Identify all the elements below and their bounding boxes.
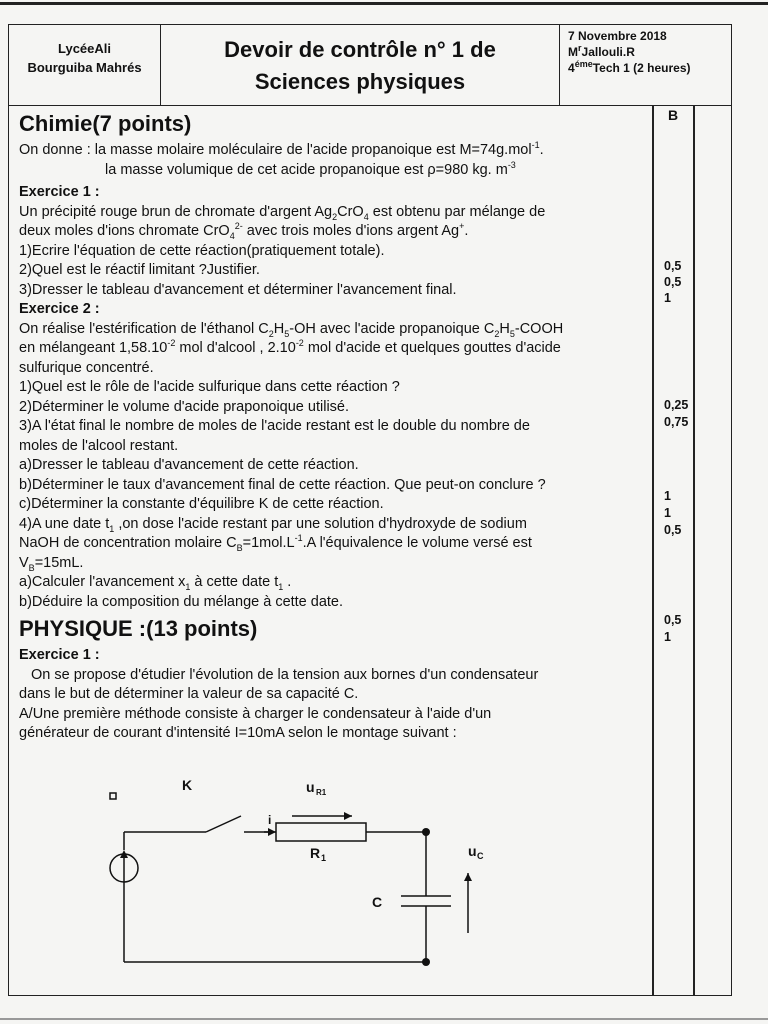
- score-chimie-ex2-q3c: 0,5: [664, 523, 682, 537]
- capacitor-voltage-sub: C: [477, 851, 484, 861]
- score-chimie-ex2-q3b: 1: [664, 506, 671, 520]
- physique-heading: PHYSIQUE :(13 points): [19, 616, 258, 641]
- resistor-voltage-arrowhead: [344, 812, 352, 820]
- capacitor-voltage-label: u: [468, 843, 477, 859]
- bottom-rule: [0, 1018, 768, 1020]
- exam-title-line2: Sciences physiques: [254, 69, 466, 94]
- chimie-ex1-q2: 2)Quel est le réactif limitant ?Justifier.: [19, 262, 260, 278]
- physique-ex1-text1: On se propose d'étudier l'évolution de la tension aux bornes d'un condensateur: [31, 666, 539, 683]
- chimie-ex2-text1: On réalise l'estérification de l'éthanol $C_2H_5-OH$ avec l'acide propanoique $C_2H_5$-COOH: [19, 320, 564, 339]
- school-name: LycéeAli: [58, 41, 111, 56]
- resistor-voltage-sub: R1: [316, 788, 327, 797]
- score-chimie-ex2-q4b: 1: [664, 630, 671, 644]
- chimie-ex2-q3b: b)Déterminer le taux d'avancement final de cette réaction. Que peut-on conclure ?: [19, 476, 546, 493]
- school-city: Bourguiba Mahrés: [27, 60, 142, 75]
- chimie-ex2-q1: 1)Quel est le rôle de l'acide sulfurique dans cette réaction ?: [19, 379, 400, 395]
- score-chimie-ex2-q3a: 1: [664, 489, 671, 503]
- score-column-divider-left: [652, 105, 654, 995]
- exam-title-cell: [161, 25, 559, 105]
- switch-blade: [206, 816, 241, 832]
- chimie-ex2-q4-line1: 4)A une date $t_1$ ,on dose l'acide restant par une solution d'hydroxyde de sodium: [19, 515, 527, 534]
- resistor-label: R: [310, 845, 321, 861]
- resistor-sub: 1: [321, 853, 327, 863]
- chimie-ex1-text2: deux moles d'ions chromate CrO$_4^{2-}$ avec trois moles d'ions argent Ag+.: [19, 221, 469, 241]
- physique-ex1-text4: générateur de courant d'intensité I=10mA selon le montage suivant :: [19, 725, 457, 741]
- chimie-ex1-q1: 1)Ecrire l'équation de cette réaction(pratiquement totale).: [19, 242, 385, 259]
- exam-date: 7 Novembre 2018: [568, 29, 667, 43]
- exam-title-line1: Devoir de contrôle n° 1 de: [224, 37, 496, 62]
- score-chimie-ex2-q2: 0,75: [664, 415, 689, 429]
- resistor-icon: [276, 823, 366, 841]
- physique-ex1-text3: A/Une première méthode consiste à charger le condensateur à l'aide d'un: [19, 705, 492, 722]
- chimie-ex2-q2: 2)Déterminer le volume d'acide praponoique utilisé.: [19, 398, 350, 415]
- rc-circuit-diagram: [96, 778, 516, 978]
- given-density: la masse volumique de cet acide propanoique est ρ=980 kg. $m^{-3}$: [105, 159, 516, 178]
- capacitor-voltage-arrowhead: [464, 873, 472, 881]
- chimie-heading: Chimie(7 points): [19, 111, 192, 136]
- exam-class: $4^{éme}Tech$ 1 (2 heures): [568, 59, 691, 75]
- chimie-ex2-q3-line1: 3)A l'état final le nombre de moles de l'acide restant est le double du nombre de: [19, 418, 530, 434]
- physique-ex1-text2: dans le but de déterminer la valeur de sa capacité C.: [19, 686, 359, 702]
- node-top: [422, 828, 430, 836]
- resistor-voltage-label: u: [306, 779, 315, 795]
- given-molar-mass: On donne : la masse molaire moléculaire de l'acide propanoique est M=74g.mol$^{-1}$.: [19, 140, 544, 158]
- current-label: i: [268, 813, 272, 827]
- school-cell: [9, 25, 161, 105]
- node-bottom: [422, 958, 430, 966]
- score-chimie-ex1-q1: 0,5: [664, 259, 682, 273]
- physique-ex1-title: Exercice 1 :: [19, 647, 100, 663]
- exam-content: [19, 109, 639, 744]
- score-chimie-ex1-q3: 1: [664, 291, 671, 305]
- capacitor-label: C: [372, 894, 383, 910]
- chimie-ex2-q4b: b)Déduire la composition du mélange à cette date.: [19, 593, 344, 610]
- exam-info-cell: [559, 25, 733, 105]
- score-chimie-ex2-q4a: 0,5: [664, 613, 682, 627]
- chimie-ex2-title: Exercice 2 :: [19, 301, 100, 317]
- chimie-ex1-q3: 3)Dresser le tableau d'avancement et déterminer l'avancement final.: [19, 281, 457, 298]
- score-chimie-ex2-q1: 0,25: [664, 398, 689, 412]
- circuit-svg: [96, 778, 516, 978]
- chimie-ex2-text3: sulfurique concentré.: [19, 359, 154, 376]
- terminal-marker: [110, 793, 116, 799]
- current-arrowhead: [268, 828, 276, 836]
- chimie-ex2-q3-line2: moles de l'alcool restant.: [19, 437, 179, 454]
- chimie-ex2-q3c: c)Déterminer la constante d'équilibre K de cette réaction.: [19, 496, 384, 512]
- chimie-ex2-text2: en mélangeant $1,58.10^{-2}$ mol d'alcool , $2.10^{-2}$ mol d'acide et quelques gouttes d'acide: [19, 338, 561, 356]
- chimie-ex2-q3a: a)Dresser le tableau d'avancement de cette réaction.: [19, 457, 359, 473]
- chimie-ex2-q4-line2: NaOH de concentration molaire $C_B=1mol.L^{-1}.A$ l'équivalence le volume versé est: [19, 533, 532, 553]
- chimie-ex2-q4-line3: $V_B=15mL$.: [19, 554, 84, 573]
- exam-header: [9, 25, 731, 106]
- exam-teacher: $M^rJallouli.R$: [568, 43, 635, 59]
- switch-label: K: [182, 778, 193, 793]
- score-chimie-ex1-q2: 0,5: [664, 275, 682, 289]
- chimie-ex1-title: Exercice 1 :: [19, 184, 100, 200]
- barem-column-header: B: [667, 107, 679, 123]
- top-rule: [0, 2, 768, 5]
- chimie-ex1-text1: Un précipité rouge brun de chromate d'argent $Ag_2CrO_4$ est obtenu par mélange de: [19, 203, 546, 222]
- score-column-divider-right: [693, 105, 695, 995]
- chimie-ex2-q4a: a)Calculer l'avancement $x_1$ à cette date $t_1$ .: [19, 574, 292, 592]
